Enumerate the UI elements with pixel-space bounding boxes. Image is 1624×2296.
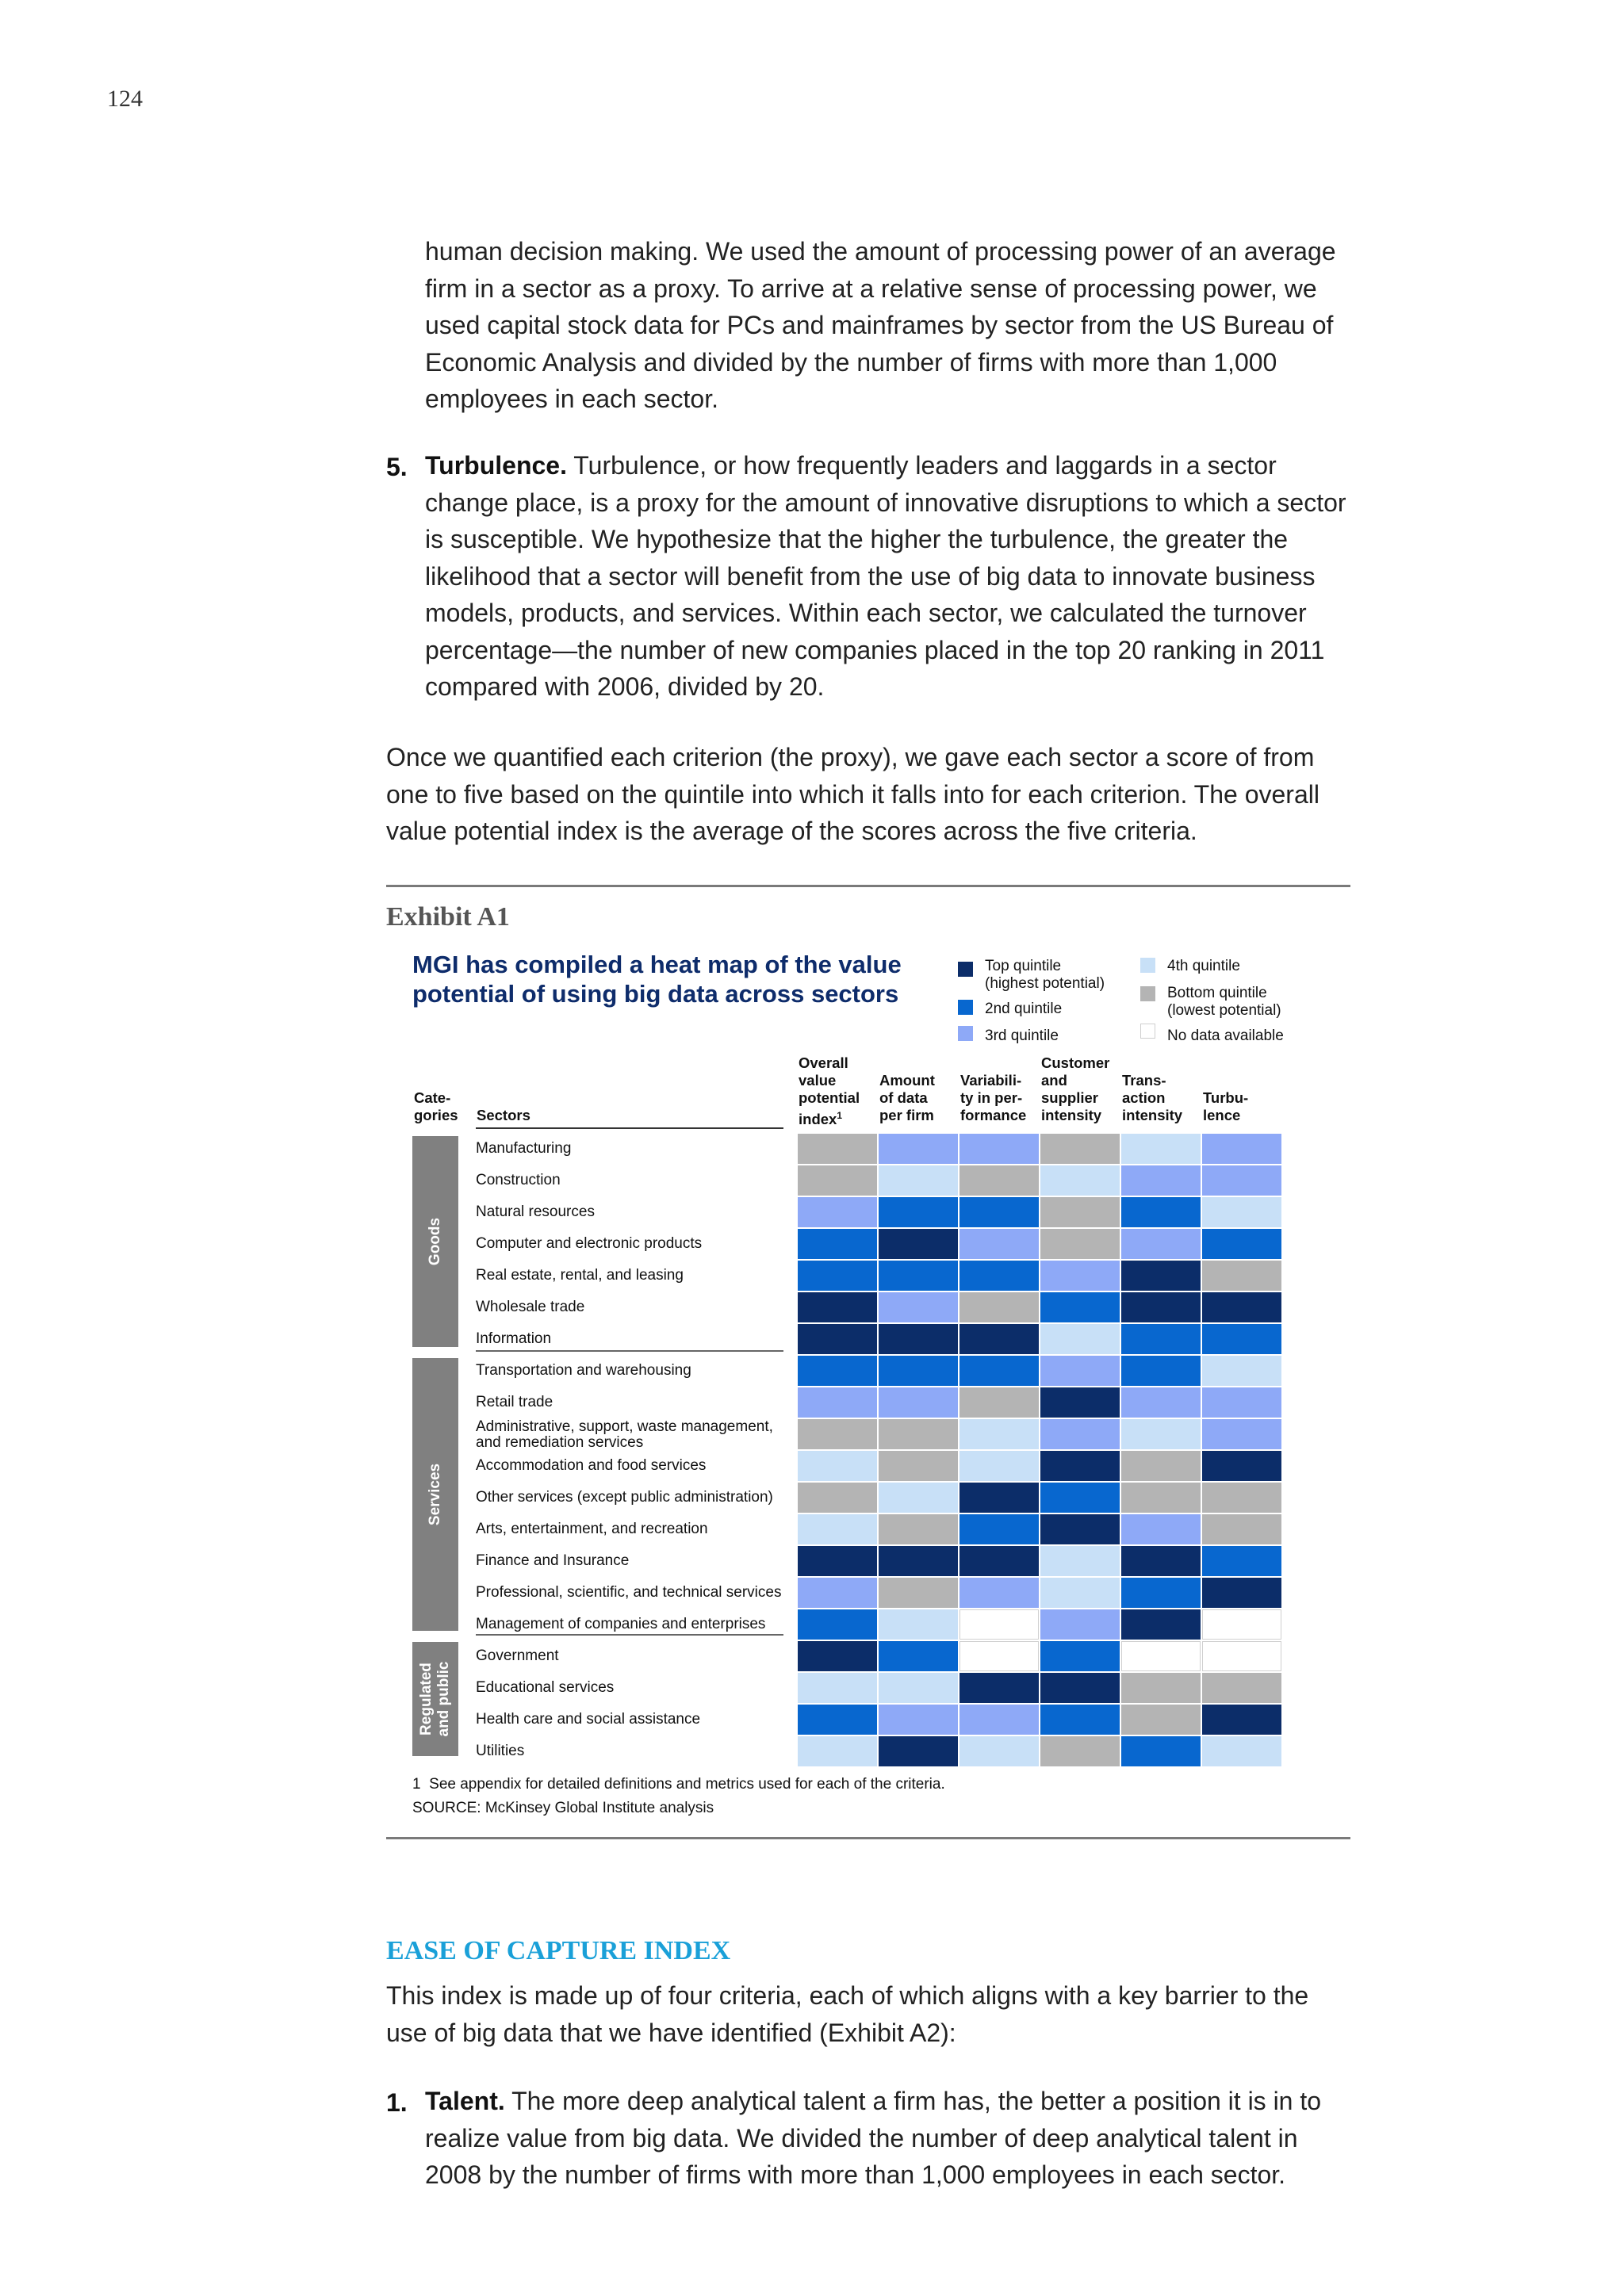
heatmap-cell	[959, 1609, 1039, 1640]
header-rule	[476, 1127, 783, 1129]
heatmap-cell	[879, 1387, 958, 1418]
heatmap-cell	[879, 1514, 958, 1544]
sector-label: Administrative, support, waste management, and remediation services	[476, 1418, 773, 1451]
heatmap-cell	[1121, 1673, 1201, 1703]
footnote-marker-superscript: 1	[837, 1110, 843, 1121]
heatmap-cell	[798, 1261, 877, 1291]
heatmap-cell	[1202, 1419, 1281, 1449]
exhibit-bottom-rule	[386, 1837, 1350, 1839]
heatmap-cell	[879, 1609, 958, 1640]
heatmap-cell	[798, 1451, 877, 1481]
category-separator-1	[476, 1350, 783, 1352]
heatmap-cell	[959, 1356, 1039, 1386]
heatmap-cell	[1040, 1134, 1120, 1164]
sector-label: Real estate, rental, and leasing	[476, 1267, 684, 1284]
heatmap-cell	[879, 1705, 958, 1735]
heatmap-cell	[1040, 1356, 1120, 1386]
legend-swatch-2nd	[958, 1000, 973, 1015]
heatmap-cell	[798, 1356, 877, 1386]
heatmap-cell	[879, 1261, 958, 1291]
heatmap-cell	[1040, 1514, 1120, 1544]
heatmap-cell	[959, 1705, 1039, 1735]
quantified-paragraph	[386, 739, 1354, 850]
heatmap-cell	[1121, 1736, 1201, 1766]
heatmap-cell	[879, 1197, 958, 1227]
heatmap-cell	[879, 1134, 958, 1164]
heatmap-cell	[959, 1324, 1039, 1354]
heatmap-cell	[1121, 1419, 1201, 1449]
heatmap-cell	[1040, 1261, 1120, 1291]
heatmap-cell	[798, 1387, 877, 1418]
sector-label: Information	[476, 1330, 552, 1347]
heatmap-cell	[959, 1261, 1039, 1291]
footnote-text: See appendix for detailed definitions and metrics used for each of the criteria.	[429, 1776, 945, 1793]
heatmap-cell	[798, 1736, 877, 1766]
heatmap-cell	[1202, 1483, 1281, 1513]
heatmap-cell	[879, 1578, 958, 1608]
category-bar-goods	[412, 1136, 458, 1347]
heatmap-cell	[1121, 1578, 1201, 1608]
heatmap-cell	[879, 1419, 958, 1449]
heatmap-cell	[1040, 1483, 1120, 1513]
footnote-marker: 1	[412, 1776, 421, 1793]
intro-paragraph	[425, 233, 1353, 418]
heatmap-cell	[879, 1546, 958, 1576]
item1-title: Talent.	[425, 2087, 505, 2115]
ease-paragraph-text: This index is made up of four criteria, each of which aligns with a key barrier to the use of big data that we have identified (Exhibit A2):	[386, 1981, 1309, 2047]
col-header-overall: Overall value potential index$^1$	[799, 1054, 860, 1128]
heatmap-cell	[798, 1165, 877, 1196]
item1-number: 1.	[386, 2088, 408, 2117]
sector-label: Finance and Insurance	[476, 1552, 630, 1569]
heatmap-cell	[1202, 1673, 1281, 1703]
heatmap-cell	[1202, 1736, 1281, 1766]
heatmap-cell	[1202, 1578, 1281, 1608]
heatmap-cell	[1121, 1609, 1201, 1640]
heatmap-cell	[798, 1514, 877, 1544]
heatmap-cell	[798, 1705, 877, 1735]
heatmap-cell	[1202, 1641, 1281, 1671]
exhibit-top-rule	[386, 885, 1350, 887]
heatmap-cell	[1202, 1229, 1281, 1259]
heatmap-cell	[1040, 1673, 1120, 1703]
legend-swatch-bottom	[1140, 986, 1155, 1001]
heatmap-cell	[879, 1736, 958, 1766]
category-bar-services	[412, 1358, 458, 1631]
heatmap-cell	[798, 1673, 877, 1703]
heatmap-cell	[1121, 1229, 1201, 1259]
item5-text: Turbulence, or how frequently leaders and laggards in a sector change place, is a proxy for the amount of innovative disruptions to which a sector is susceptible. We hypothesize that the higher the turbulence, the greater the likelihood that a sector will benefit from the use of big data to innovate business models, products, and services. Within each sector, we calculated the turnover percentage—the number of new companies placed in the top 20 ranking in 2011 compared with 2006, divided by 20.	[425, 451, 1346, 701]
sector-label: Construction	[476, 1172, 561, 1188]
heatmap-cell	[798, 1229, 877, 1259]
heatmap-cell	[879, 1165, 958, 1196]
category-label-services: Services	[427, 1463, 443, 1526]
col-header-variability: Variabili- ty in per- formance	[960, 1072, 1027, 1123]
heatmap-cell	[1202, 1546, 1281, 1576]
sector-label: Professional, scientific, and technical services	[476, 1584, 782, 1601]
heatmap-cell	[1202, 1387, 1281, 1418]
heatmap-cell	[1121, 1451, 1201, 1481]
item1-text: The more deep analytical talent a firm has, the better a position it is in to realize value from big data. We divided the number of deep analytical talent in 2008 by the number of firms with more than 1,000 employees in each sector.	[425, 2087, 1322, 2189]
heatmap-cell	[1121, 1324, 1201, 1354]
heatmap-cell	[1202, 1197, 1281, 1227]
legend-label-3rd: 3rd quintile	[985, 1027, 1059, 1044]
heatmap-cell	[1121, 1705, 1201, 1735]
category-bar-regulated	[412, 1642, 458, 1756]
heatmap-cell	[1121, 1483, 1201, 1513]
legend-swatch-3rd	[958, 1026, 973, 1041]
item1-paragraph	[425, 2083, 1353, 2194]
section-heading-ease-of-capture: EASE OF CAPTURE INDEX	[386, 1936, 731, 1965]
heatmap-cell	[1040, 1546, 1120, 1576]
heatmap-cell	[959, 1641, 1039, 1671]
col-header-amount: Amount of data per firm	[879, 1072, 935, 1123]
heatmap-cell	[879, 1356, 958, 1386]
heatmap-cell	[1202, 1451, 1281, 1481]
heatmap-cell	[959, 1419, 1039, 1449]
heatmap-cell	[959, 1578, 1039, 1608]
heatmap-cell	[879, 1673, 958, 1703]
legend-swatch-top	[958, 962, 973, 977]
heatmap-cell	[959, 1546, 1039, 1576]
heatmap-cell	[879, 1324, 958, 1354]
quantified-paragraph-text: Once we quantified each criterion (the proxy), we gave each sector a score of from one to five based on the quintile into which it falls into for each criterion. The overall value potential index is the average of the scores across the five criteria.	[386, 743, 1320, 845]
heatmap-cell	[1040, 1165, 1120, 1196]
col-header-customer: Customer and supplier intensity	[1041, 1054, 1110, 1123]
heatmap-cell	[959, 1451, 1039, 1481]
heatmap-cell	[1040, 1197, 1120, 1227]
sector-label: Manufacturing	[476, 1140, 572, 1157]
heatmap-cell	[879, 1451, 958, 1481]
sector-label: Transportation and warehousing	[476, 1362, 691, 1379]
heatmap-cell	[798, 1483, 877, 1513]
heatmap-cell	[1040, 1609, 1120, 1640]
heatmap-cell	[959, 1197, 1039, 1227]
heatmap-cell	[959, 1134, 1039, 1164]
category-label-goods: Goods	[427, 1217, 443, 1266]
heatmap-cell	[1121, 1292, 1201, 1322]
heatmap-cell	[1040, 1387, 1120, 1418]
sector-label: Other services (except public administration)	[476, 1489, 773, 1506]
heatmap-cell	[959, 1736, 1039, 1766]
heatmap-cell	[1040, 1736, 1120, 1766]
intro-paragraph-text: human decision making. We used the amount of processing power of an average firm in a sector as a proxy. To arrive at a relative sense of processing power, we used capital stock data for PCs and mainframes by sector from the US Bureau of Economic Analysis and divided by the number of firms with more than 1,000 employees in each sector.	[425, 237, 1336, 413]
heatmap-cell	[1121, 1197, 1201, 1227]
heatmap-cell	[1202, 1261, 1281, 1291]
heatmap-cell	[1040, 1641, 1120, 1671]
heatmap-cell	[1040, 1292, 1120, 1322]
legend-swatch-no-data	[1140, 1024, 1155, 1039]
heatmap-cell	[1121, 1261, 1201, 1291]
heatmap-cell	[1202, 1292, 1281, 1322]
heatmap-cell	[959, 1673, 1039, 1703]
legend-label-bottom: Bottom quintile (lowest potential)	[1167, 985, 1281, 1019]
heatmap-cell	[1040, 1451, 1120, 1481]
heatmap-cell	[1040, 1419, 1120, 1449]
heatmap-cell	[879, 1483, 958, 1513]
heatmap-cell	[1040, 1324, 1120, 1354]
heatmap-cell	[798, 1134, 877, 1164]
heatmap-cell	[879, 1229, 958, 1259]
heatmap-cell	[798, 1324, 877, 1354]
sector-label: Computer and electronic products	[476, 1235, 703, 1252]
heatmap-cell	[1040, 1705, 1120, 1735]
heatmap-cell	[1121, 1356, 1201, 1386]
heatmap-cell	[1121, 1165, 1201, 1196]
sector-label: Government	[476, 1647, 559, 1664]
heatmap-cell	[1202, 1134, 1281, 1164]
heatmap-cell	[1202, 1356, 1281, 1386]
chart-title: MGI has compiled a heat map of the value potential of using big data across sectors	[412, 951, 902, 1008]
exhibit-label: Exhibit A1	[386, 902, 510, 932]
heatmap-cell	[1202, 1609, 1281, 1640]
sector-label: Retail trade	[476, 1394, 553, 1410]
heatmap-cell	[1121, 1387, 1201, 1418]
heatmap-cell	[798, 1419, 877, 1449]
heatmap-cell	[1121, 1641, 1201, 1671]
heatmap-cell	[959, 1514, 1039, 1544]
heatmap-cell	[1121, 1134, 1201, 1164]
item5-paragraph	[425, 447, 1353, 706]
legend-label-no-data: No data available	[1167, 1027, 1284, 1044]
sector-label: Utilities	[476, 1743, 525, 1759]
heatmap-cell	[959, 1165, 1039, 1196]
heatmap-cell	[959, 1387, 1039, 1418]
heatmap-cell	[1121, 1546, 1201, 1576]
sector-label: Health care and social assistance	[476, 1711, 701, 1728]
heatmap-cell	[879, 1292, 958, 1322]
heatmap-cell	[1202, 1705, 1281, 1735]
item5-title: Turbulence.	[425, 451, 567, 480]
heatmap-cell	[959, 1292, 1039, 1322]
heatmap-cell	[1202, 1324, 1281, 1354]
heatmap-cell	[798, 1578, 877, 1608]
col-header-sectors: Sectors	[477, 1107, 530, 1123]
legend-label-4th: 4th quintile	[1167, 958, 1240, 974]
heatmap-cell	[959, 1483, 1039, 1513]
legend-swatch-4th	[1140, 958, 1155, 973]
page-number: 124	[107, 86, 143, 112]
sector-label: Natural resources	[476, 1203, 595, 1220]
col-header-transaction: Trans- action intensity	[1122, 1072, 1183, 1123]
footnote	[412, 1776, 945, 1793]
heatmap-cell	[1040, 1578, 1120, 1608]
sector-label: Educational services	[476, 1679, 615, 1696]
heatmap-cell	[1202, 1165, 1281, 1196]
sector-label: Accommodation and food services	[476, 1457, 707, 1474]
legend-label-top: Top quintile (highest potential)	[985, 958, 1105, 992]
sector-label: Wholesale trade	[476, 1299, 585, 1315]
heatmap-cell	[1121, 1514, 1201, 1544]
heatmap-cell	[798, 1546, 877, 1576]
heatmap-cell	[1202, 1514, 1281, 1544]
col-header-categories: Cate- gories	[414, 1089, 458, 1123]
category-separator-2	[476, 1634, 783, 1636]
sector-label: Arts, entertainment, and recreation	[476, 1521, 708, 1537]
heatmap-cell	[879, 1641, 958, 1671]
heatmap-cell	[1040, 1229, 1120, 1259]
item5-number: 5.	[386, 453, 408, 481]
col-header-turbulence: Turbu- lence	[1203, 1089, 1249, 1123]
heatmap-cell	[798, 1197, 877, 1227]
source-note: SOURCE: McKinsey Global Institute analysis	[412, 1800, 714, 1816]
heatmap-cell	[798, 1292, 877, 1322]
heatmap-cell	[798, 1641, 877, 1671]
sector-label: Management of companies and enterprises	[476, 1616, 766, 1632]
heatmap-cell	[959, 1229, 1039, 1259]
category-label-regulated: Regulated and public	[418, 1661, 452, 1737]
ease-paragraph	[386, 1977, 1354, 2051]
legend-label-2nd: 2nd quintile	[985, 1001, 1063, 1017]
heatmap-cell	[798, 1609, 877, 1640]
